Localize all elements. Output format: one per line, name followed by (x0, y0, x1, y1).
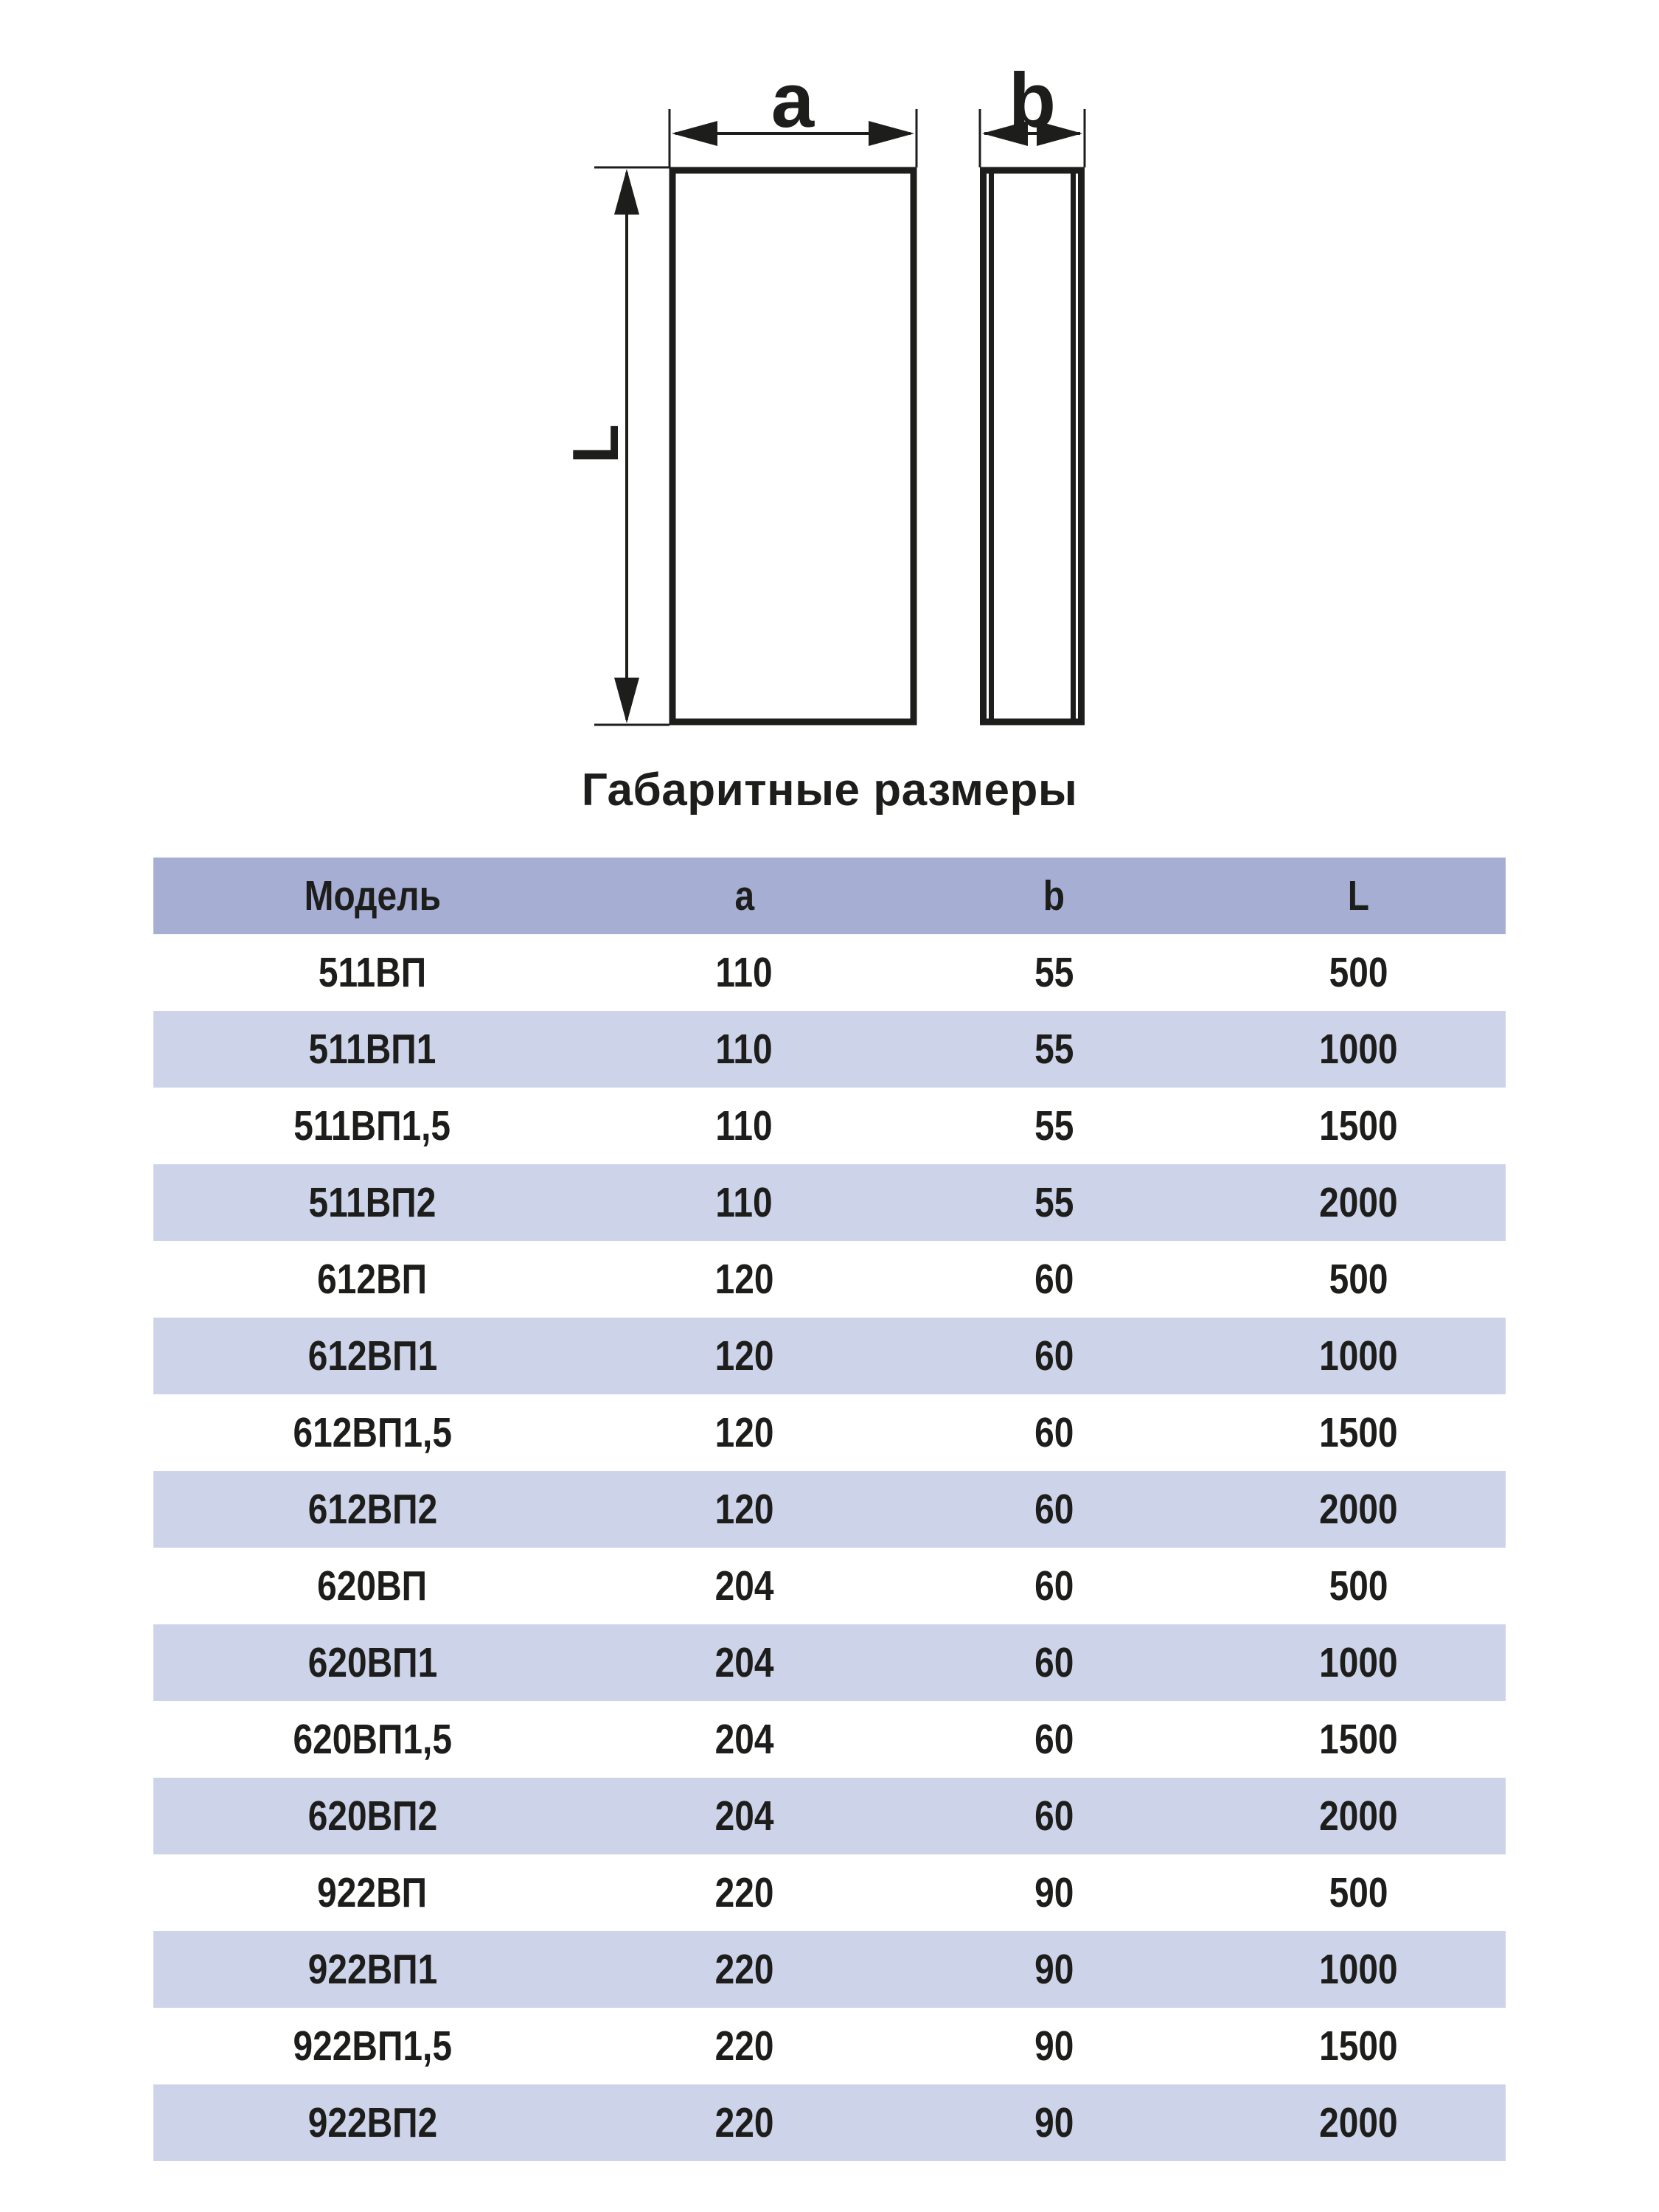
a-cell: 220 (714, 2099, 774, 2146)
header-a: a (734, 872, 754, 919)
a-cell: 110 (715, 1102, 773, 1150)
a-cell: 204 (714, 1792, 774, 1840)
l-cell: 1500 (1318, 2023, 1398, 2070)
model-cell: 620ВП (317, 1562, 428, 1610)
a-cell: 204 (714, 1716, 774, 1763)
table-row (153, 1778, 1506, 1854)
a-cell: 204 (714, 1639, 774, 1686)
table-row (153, 934, 1506, 1011)
table-row (153, 2008, 1506, 2084)
model-cell: 620ВП1,5 (293, 1716, 452, 1763)
l-cell: 2000 (1318, 1486, 1398, 1533)
model-cell: 922ВП1,5 (293, 2023, 452, 2070)
dimensions-table (153, 858, 1506, 2161)
model-cell: 511ВП2 (308, 1179, 437, 1226)
a-cell: 120 (714, 1409, 774, 1456)
table-row (153, 2084, 1506, 2161)
a-cell: 110 (715, 949, 773, 996)
table-row (153, 1548, 1506, 1624)
table-row (153, 1011, 1506, 1088)
b-cell: 90 (1034, 2023, 1074, 2070)
l-cell: 500 (1329, 949, 1388, 996)
model-cell: 612ВП2 (307, 1486, 437, 1533)
dimension-drawing (0, 0, 1659, 848)
l-cell: 2000 (1318, 1179, 1398, 1226)
l-cell: 500 (1329, 1869, 1388, 1916)
model-cell: 922ВП1 (307, 1946, 437, 1993)
l-cell: 1000 (1318, 1332, 1398, 1380)
header-model: Модель (304, 872, 441, 919)
header-l: L (1347, 872, 1369, 919)
a-cell: 220 (714, 2023, 774, 2070)
dim-b-label: b (1008, 58, 1057, 144)
b-cell: 60 (1034, 1792, 1074, 1840)
model-cell: 620ВП1 (307, 1639, 437, 1686)
model-cell: 612ВП1 (307, 1332, 437, 1380)
table-row (153, 1624, 1506, 1701)
model-cell: 511ВП1,5 (293, 1102, 451, 1150)
l-cell: 1500 (1318, 1409, 1398, 1456)
table-row (153, 1164, 1506, 1241)
b-cell: 60 (1034, 1409, 1074, 1456)
dim-l-label: L (559, 424, 632, 464)
b-cell: 60 (1034, 1256, 1074, 1303)
b-cell: 60 (1034, 1332, 1074, 1380)
front-view-rect (672, 170, 914, 722)
b-cell: 60 (1034, 1639, 1074, 1686)
b-cell: 55 (1034, 1179, 1074, 1226)
table-row (153, 1088, 1506, 1164)
b-cell: 55 (1034, 1102, 1074, 1150)
dim-l-arrowhead-bottom (614, 678, 639, 723)
drawing-caption: Габаритные размеры (581, 765, 1078, 815)
l-cell: 500 (1329, 1256, 1388, 1303)
a-cell: 220 (714, 1869, 774, 1916)
table-row (153, 1854, 1506, 1931)
b-cell: 55 (1034, 949, 1074, 996)
model-cell: 511ВП1 (308, 1026, 437, 1073)
model-cell: 922ВП (317, 1869, 428, 1916)
table-row (153, 1241, 1506, 1318)
dim-a-arrowhead-left (672, 121, 717, 146)
a-cell: 110 (715, 1179, 773, 1226)
b-cell: 60 (1034, 1716, 1074, 1763)
dim-l-arrowhead-top (614, 169, 639, 215)
b-cell: 60 (1034, 1486, 1074, 1533)
header-b: b (1043, 872, 1065, 919)
l-cell: 500 (1329, 1562, 1388, 1610)
table-row (153, 1318, 1506, 1394)
table-row (153, 1471, 1506, 1548)
a-cell: 204 (714, 1562, 774, 1610)
b-cell: 90 (1034, 1946, 1074, 1993)
side-view-rect (984, 170, 1082, 722)
table-header-row (153, 858, 1506, 934)
l-cell: 1500 (1318, 1102, 1398, 1150)
b-cell: 55 (1034, 1026, 1074, 1073)
l-cell: 1000 (1318, 1026, 1398, 1073)
l-cell: 1000 (1318, 1946, 1398, 1993)
l-cell: 1000 (1318, 1639, 1398, 1686)
table-row (153, 1701, 1506, 1778)
a-cell: 110 (715, 1026, 773, 1073)
l-cell: 2000 (1318, 2099, 1398, 2146)
dim-a-label: a (771, 58, 815, 144)
l-cell: 1500 (1318, 1716, 1398, 1763)
model-cell: 511ВП (318, 949, 427, 996)
a-cell: 120 (714, 1332, 774, 1380)
table-row (153, 1931, 1506, 2008)
table-row (153, 1394, 1506, 1471)
a-cell: 120 (714, 1256, 774, 1303)
b-cell: 60 (1034, 1562, 1074, 1610)
a-cell: 120 (714, 1486, 774, 1533)
model-cell: 612ВП (317, 1256, 428, 1303)
a-cell: 220 (714, 1946, 774, 1993)
model-cell: 922ВП2 (307, 2099, 437, 2146)
l-cell: 2000 (1318, 1792, 1398, 1840)
b-cell: 90 (1034, 1869, 1074, 1916)
model-cell: 620ВП2 (307, 1792, 437, 1840)
b-cell: 90 (1034, 2099, 1074, 2146)
dim-a-arrowhead-right (869, 121, 914, 146)
model-cell: 612ВП1,5 (293, 1409, 452, 1456)
